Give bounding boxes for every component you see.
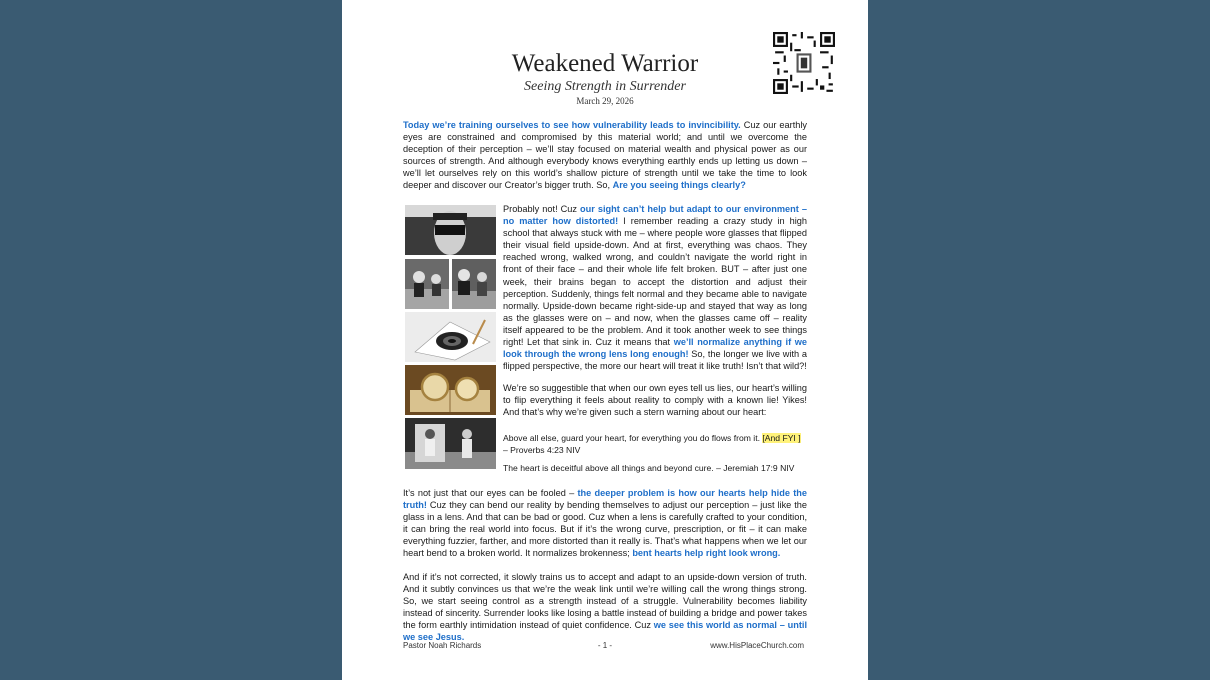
study-body: I remember reading a crazy study in high school that always stuck with me – where people wore glasses that flipped their visual field upside-down. And at first, everything was chaos. They reached wrong, walked wrong, and couldn’t navigate the world right in front of their face – and their whole life felt broken. BUT – after just one week, their brains began to accept the distortion and adjust their perception. Suddenly, things felt normal and they became able to navigate normally. Upside-down became right-side-up and stayed that way as long as the glasses were on – and now, when the glasses came off – reality itself appeared to be the problem. And it took another week to see things right! Let that sink in. Cuz it means that xyxy=(503,216,807,348)
lens-conclusion: bent hearts help right look wrong. xyxy=(632,548,781,559)
optical-illusion-drawing xyxy=(405,312,496,362)
lens-paragraph xyxy=(403,487,807,560)
mirror-reflection-photo xyxy=(405,418,496,469)
quote-text: Above all else, guard your heart, for everything you do flows from it. xyxy=(503,433,763,443)
fyi-link[interactable]: [And FYI ] xyxy=(762,433,801,443)
study-intro: Probably not! Cuz xyxy=(503,204,581,214)
experiment-photo-right xyxy=(452,259,496,309)
lens-intro: It’s not just that our eyes can be fooled – xyxy=(403,488,578,498)
document-page xyxy=(342,0,868,680)
document-subtitle: Seeing Strength in Surrender xyxy=(524,79,686,94)
intro-paragraph xyxy=(403,119,807,192)
magnifying-glass-book xyxy=(405,365,496,415)
qr-code-icon[interactable] xyxy=(773,32,835,94)
intro-body: Cuz our earthly eyes are constrained and compromised by this material world; and until we overcome the deception of their perception – we’ll stay focused on material wealth and physical power as our sources of strength. And although everybody knows everything earthly ends up letting us down – we’ll let ourselves rely on this world’s shallow picture of strength until we take the time to look deeper and discover our Creator’s bigger truth. So, xyxy=(403,120,807,191)
study-emphasis-2: we’ll normalize anything if we look through the wrong lens long enough! xyxy=(503,337,807,360)
study-paragraph xyxy=(503,203,807,372)
document-title: Weakened Warrior xyxy=(511,50,699,77)
intro-question: Are you seeing things clearly? xyxy=(612,180,746,191)
document-date: March 29, 2026 xyxy=(576,96,634,106)
scripture-quote-jeremiah: The heart is deceitful above all things and beyond cure. – Jeremiah 17:9 NIV xyxy=(503,463,795,473)
scripture-quote-proverbs xyxy=(503,432,807,456)
study-conclusion: So, the longer we live with a flipped perspective, the more our heart will treat it like truth! Isn’t that wild?! xyxy=(503,349,807,372)
lens-body: Cuz they can bend our reality by bending themselves to adjust our perception – just like the glass in a lens. And that can be bad or good. Cuz when a lens is carefully crafted to your condition, it can bring the real world into focus. But if it’s the wrong curve, prescription, or fit – it can make everything fuzzier, farther, and more distorted than it really is. That’s what happens when we let our heart bend to a broken world. It normalizes brokenness; xyxy=(403,500,807,559)
correction-body: And if it’s not corrected, it slowly trains us to accept and adapt to an upside-down version of truth. And it subtly convinces us that we’re the weak link until we’re willing call the wrong things strong. So, we start seeing control as a strength instead of a struggle. Vulnerability becomes liability instead of sincerity. Surrender looks like losing a battle instead of building a bridge and power takes the form earthly intimidation instead of quiet confidence. Cuz xyxy=(403,572,807,631)
experiment-photo-left xyxy=(405,259,449,309)
quote-reference: – Proverbs 4:23 NIV xyxy=(503,445,581,455)
footer-page-number: - 1 - xyxy=(597,641,613,650)
footer-website[interactable]: www.HisPlaceChurch.com xyxy=(710,641,804,650)
correction-paragraph xyxy=(403,571,807,644)
study-emphasis: our sight can’t help but adapt to our environment – no matter how distorted! xyxy=(503,204,807,227)
suggestible-paragraph: We’re so suggestible that when our own eyes tell us lies, our heart’s willing to flip everything it feels about reality to comply with a known lie! Yikes! And that’s why we’re given such a stern warning about our heart: xyxy=(503,383,807,418)
man-with-goggles-photo xyxy=(405,205,496,255)
correction-conclusion: we see this world as normal – until we see Jesus. xyxy=(403,620,807,643)
intro-lead: Today we’re training ourselves to see how vulnerability leads to invincibility. xyxy=(403,120,741,130)
footer-author: Pastor Noah Richards xyxy=(403,641,482,650)
lens-emphasis: the deeper problem is how our hearts help hide the truth! xyxy=(403,488,807,511)
